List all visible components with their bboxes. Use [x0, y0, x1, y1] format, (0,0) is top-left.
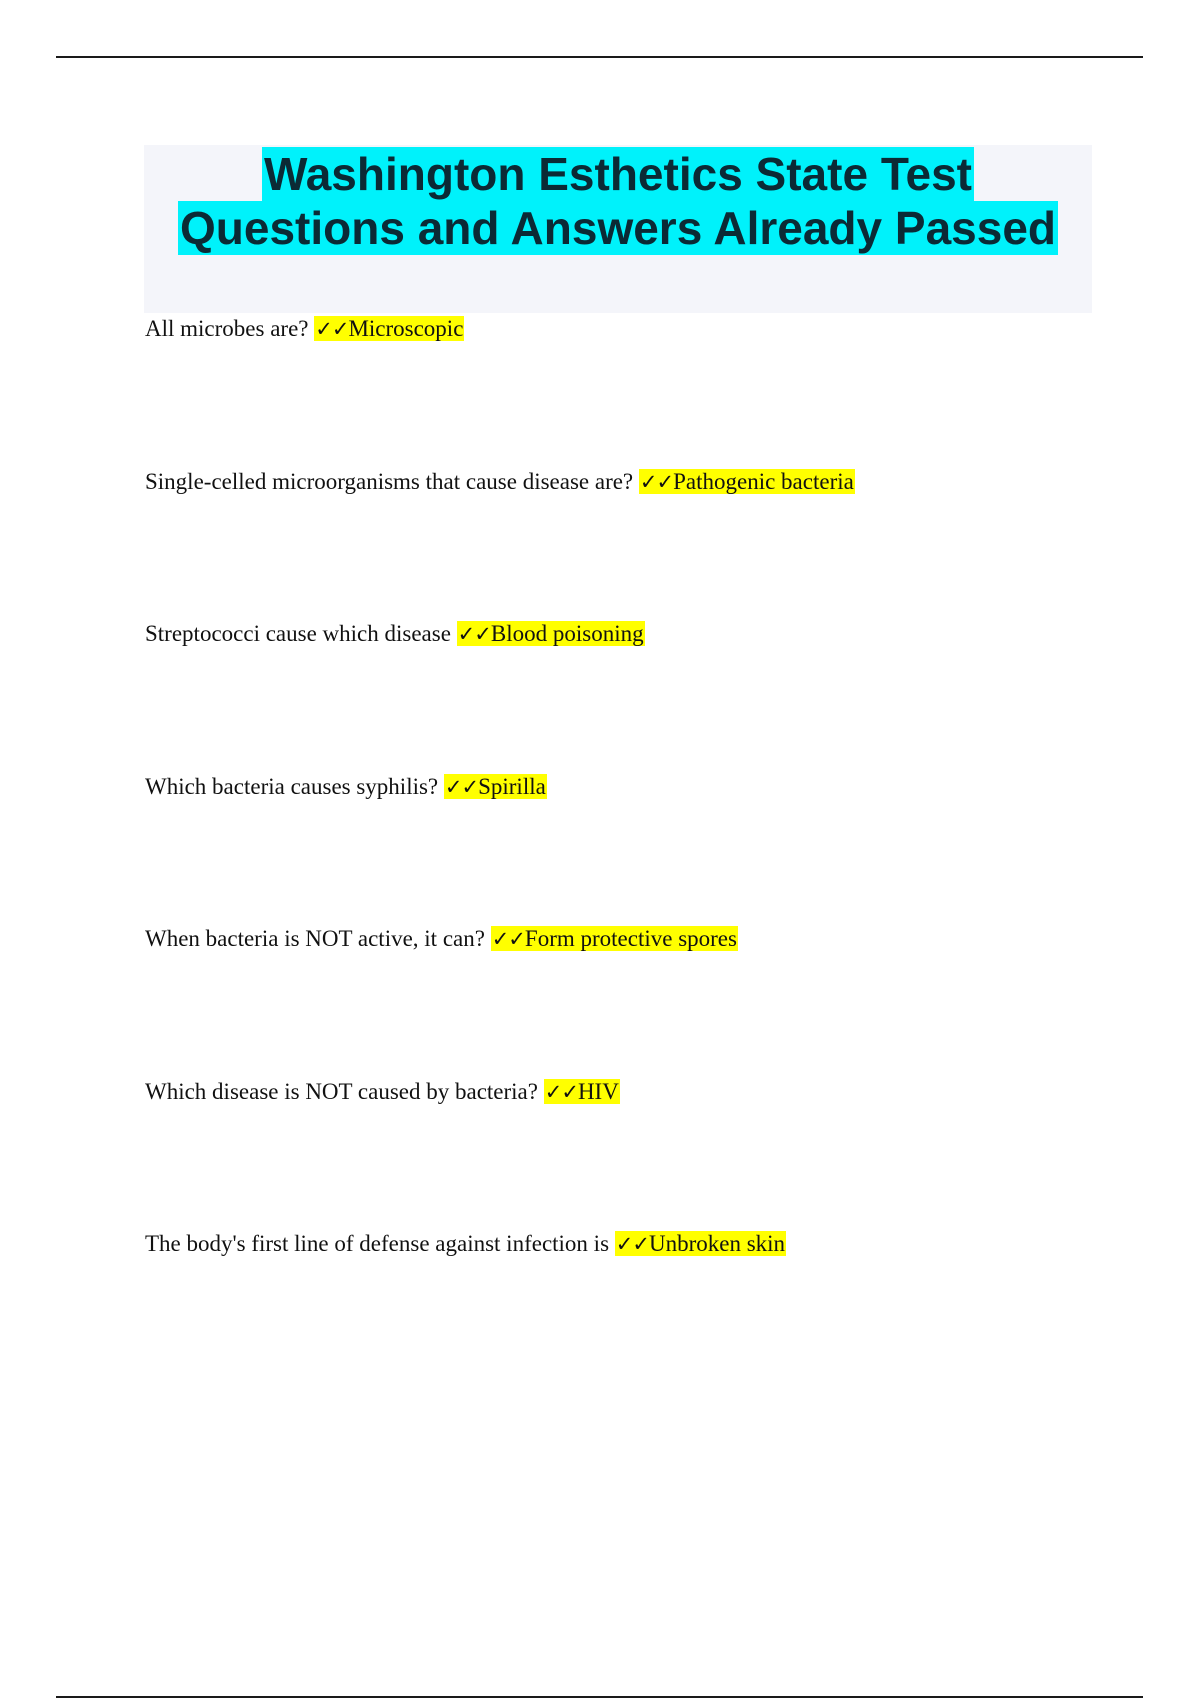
document-title-line-2: Questions and Answers Already Passed [179, 202, 1057, 254]
answer-text: Blood poisoning [490, 621, 644, 646]
answer-highlight [457, 621, 645, 646]
answer-highlight [491, 926, 738, 951]
answer-highlight [544, 1079, 620, 1104]
answer-highlight [314, 316, 464, 341]
answer-text: Unbroken skin [648, 1231, 786, 1256]
qa-item [145, 1077, 620, 1107]
document-title-line-1: Washington Esthetics State Test [264, 148, 972, 200]
double-check-icon: ✓✓ [315, 317, 349, 341]
question-text: Streptococci cause which disease [145, 621, 451, 646]
answer-text: HIV [577, 1079, 619, 1104]
top-rule [56, 56, 1143, 58]
answer-text: Pathogenic bacteria [673, 469, 854, 494]
double-check-icon: ✓✓ [615, 1232, 649, 1256]
answer-text: Form protective spores [524, 926, 737, 951]
answer-highlight [639, 469, 855, 494]
qa-item [145, 772, 547, 802]
qa-item [145, 924, 738, 954]
answer-highlight [444, 774, 547, 799]
question-text: The body's first line of defense against infection is [145, 1231, 610, 1256]
qa-item [145, 467, 855, 497]
double-check-icon: ✓✓ [457, 622, 491, 646]
bottom-rule [56, 1696, 1143, 1698]
answer-highlight [615, 1231, 786, 1256]
double-check-icon: ✓✓ [444, 775, 479, 799]
question-text: All microbes are? [145, 316, 309, 341]
question-text: When bacteria is NOT active, it can? [145, 926, 485, 951]
double-check-icon: ✓✓ [544, 1080, 578, 1104]
qa-item [145, 619, 645, 649]
title-panel [144, 145, 1092, 313]
double-check-icon: ✓✓ [491, 927, 525, 951]
answer-text: Spirilla [478, 774, 546, 799]
double-check-icon: ✓✓ [639, 470, 674, 494]
question-text: Single-celled microorganisms that cause disease are? [145, 469, 634, 494]
answer-text: Microscopic [348, 316, 464, 341]
qa-item [145, 1229, 786, 1259]
qa-item [145, 314, 464, 344]
question-text: Which bacteria causes syphilis? [145, 774, 439, 799]
question-text: Which disease is NOT caused by bacteria? [145, 1079, 538, 1104]
